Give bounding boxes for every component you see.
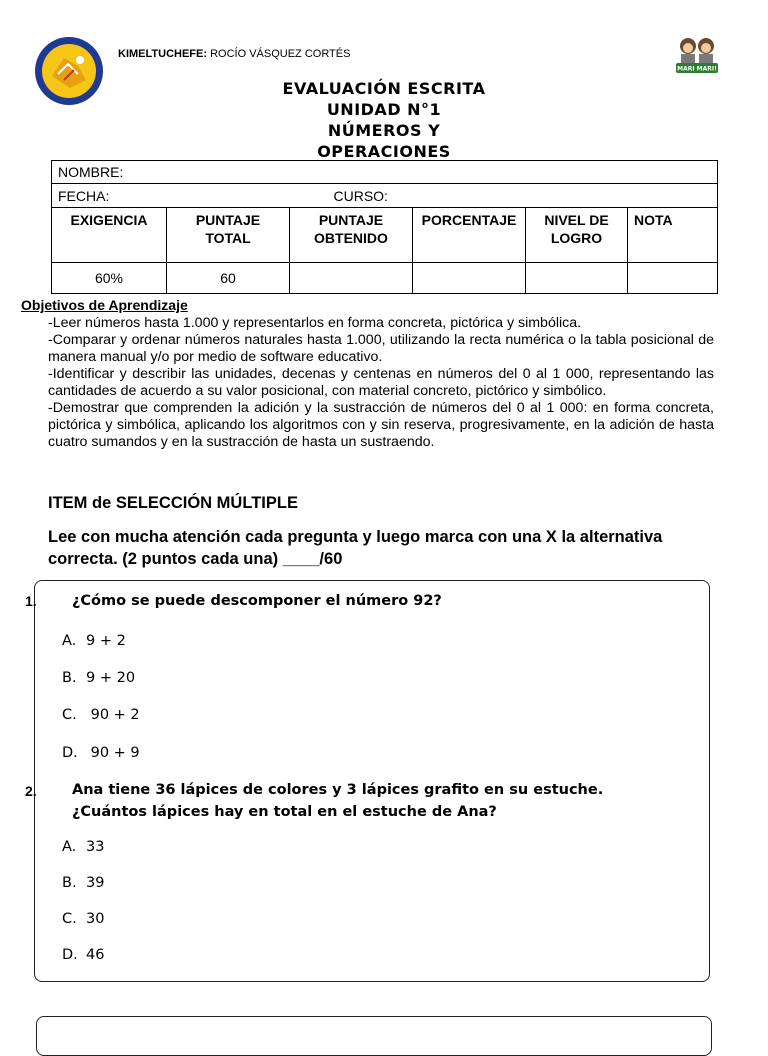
option-c[interactable] [62,911,104,927]
option-text: 90 + 9 [86,745,140,761]
option-letter: C. [62,707,77,723]
option-b[interactable] [62,670,135,686]
teacher-line [118,48,350,60]
option-text: 30 [86,911,105,927]
option-letter: A. [62,633,77,649]
option-a[interactable] [62,839,104,855]
objective-item: -Leer números hasta 1.000 y representarlos en forma concreta, pictórica y simbólica. [48,315,582,331]
section-instructions: Lee con mucha atención cada pregunta y luego marca con una X la alternativa correcta. (2 puntos cada una) ____/60 [48,528,663,568]
school-logo [34,36,104,106]
value-exigencia: 60% [52,263,167,294]
title-line-3: NÚMEROS Y [327,121,441,140]
value-porcentaje[interactable] [413,263,526,294]
value-nota[interactable] [628,263,718,294]
fecha-field[interactable] [52,184,290,208]
value-puntaje-total: 60 [167,263,290,294]
header-porcentaje: PORCENTAJE [413,208,526,263]
option-a[interactable] [62,633,126,649]
teacher-name: ROCÍO VÁSQUEZ CORTÉS [210,48,351,60]
option-text: 46 [86,947,105,963]
option-b[interactable] [62,875,104,891]
question-box [36,1016,712,1056]
exam-title [234,78,534,161]
question-number: 1. [25,593,37,609]
option-letter: A. [62,839,77,855]
option-text: 90 + 2 [86,707,140,723]
option-letter: B. [62,670,77,686]
objective-item: -Comparar y ordenar números naturales hasta 1.000, utilizando la recta numérica o la tabla posicional de manera manual y/o por medio de software educativo. [48,332,714,365]
section-title: ITEM de SELECCIÓN MÚLTIPLE [48,494,298,512]
teacher-label: KIMELTUCHEFE: [118,48,208,60]
title-line-2: UNIDAD N°1 [326,100,442,119]
header-puntaje-total: PUNTAJE TOTAL [167,208,290,263]
objectives-heading: Objetivos de Aprendizaje [21,297,188,313]
option-d[interactable] [62,745,140,761]
question-text [72,779,603,823]
value-nivel-logro[interactable] [526,263,628,294]
value-puntaje-obtenido[interactable] [290,263,413,294]
option-c[interactable] [62,707,140,723]
question-number: 2. [25,783,37,799]
question-text-line: Ana tiene 36 lápices de colores y 3 lápices grafito en su estuche. [72,782,604,798]
option-letter: D. [62,947,78,963]
curso-label: CURSO: [333,187,388,204]
option-text: 33 [86,839,105,855]
option-text: 9 + 20 [86,670,136,686]
option-text: 39 [86,875,105,891]
header-puntaje-obtenido: PUNTAJE OBTENIDO [290,208,413,263]
nombre-label: NOMBRE: [58,164,124,180]
question-text-line: ¿Cuántos lápices hay en total en el estuche de Ana? [72,804,497,820]
option-text: 9 + 2 [86,633,126,649]
title-line-4: OPERACIONES [317,142,451,161]
objective-item: -Identificar y describir las unidades, decenas y centenas en números del 0 al 1 000, representando las cantidades de acuerdo a su valor posicional, con material concreto, pictórico y simbólico. [48,366,714,399]
objective-item: -Demostrar que comprenden la adición y la sustracción de números del 0 al 1 000: en forma concreta, pictórica y simbólica, aplicando los algoritmos con y sin reserva, progresivamente, en la adición de hasta cuatro sumandos y en la sustracción de hasta un sustraendo. [48,400,714,450]
option-letter: B. [62,875,77,891]
mascot-logo [668,34,726,82]
option-letter: D. [62,745,78,761]
svg-text:MARI MARI!: MARI MARI! [677,65,717,73]
header-nivel-logro: NIVEL DE LOGRO [526,208,628,263]
question-text: ¿Cómo se puede descomponer el número 92? [72,593,442,609]
header-exigencia: EXIGENCIA [52,208,167,263]
objectives-list [48,315,714,451]
option-letter: C. [62,911,77,927]
header-nota: NOTA [628,208,718,263]
fecha-label: FECHA: [58,187,110,204]
curso-field[interactable] [290,184,718,208]
option-d[interactable] [62,947,104,963]
score-table [51,160,718,294]
title-line-1: EVALUACIÓN ESCRITA [282,79,486,98]
nombre-field[interactable] [52,161,718,184]
